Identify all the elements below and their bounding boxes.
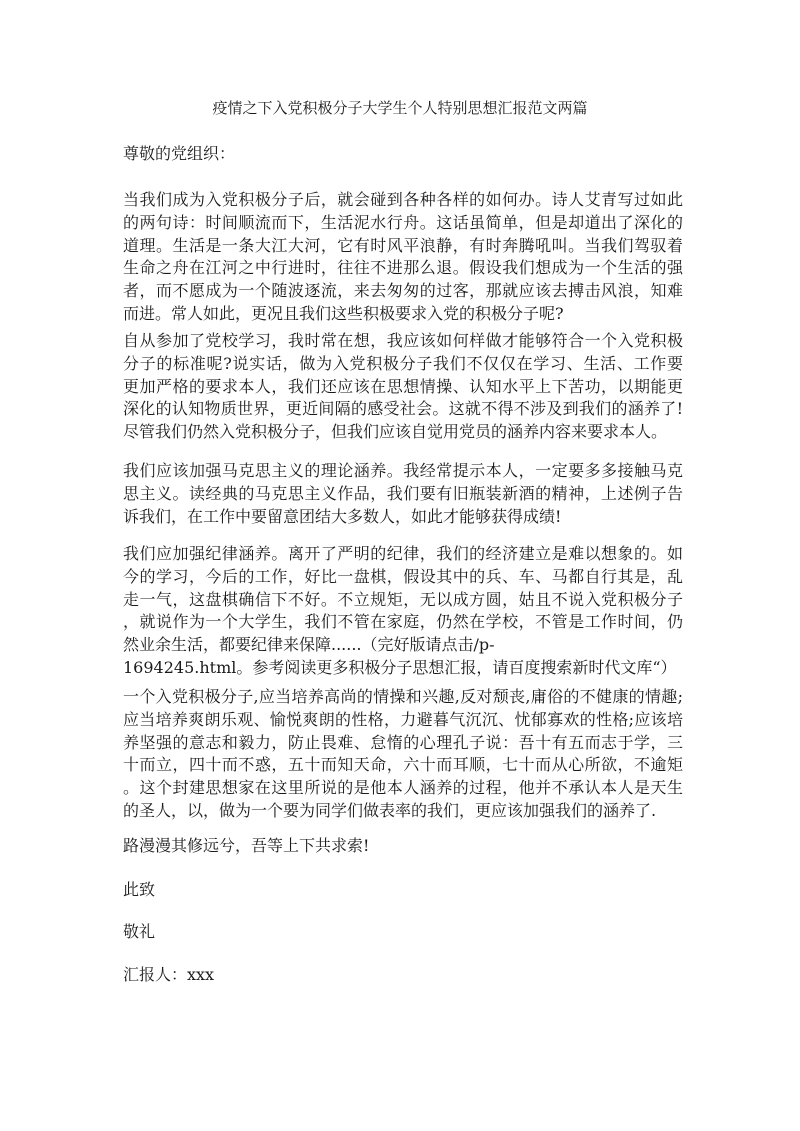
paragraph-line: 深化的认知物质世界，更近间隔的感受社会。这就不得不涉及到我们的涵养了!	[123, 399, 683, 419]
sign-off-1	[123, 879, 683, 902]
sign-off-2-text: 敬礼	[123, 922, 156, 941]
paragraph-line: 。这个封建思想家在这里所说的是他本人涵养的过程，他并不承认本人是天生	[123, 778, 683, 798]
paragraph-5	[123, 686, 683, 823]
paragraph-line: 诉我们，在工作中要留意团结大多数人，如此才能够获得成绩!	[123, 506, 562, 526]
sign-off-1-text: 此致	[123, 880, 156, 899]
paragraph-line: 一个入党积极分子,应当培养高尚的情操和兴趣,反对颓丧,庸俗的不健康的情趣;	[123, 687, 683, 706]
paragraph-line: ，就说作为一个大学生，我们不管在家庭，仍然在学校，不管是工作时间，仍	[123, 612, 683, 632]
paragraph-3	[123, 460, 683, 528]
paragraph-line: 十而立，四十而不惑，五十而知天命，六十而耳顺，七十而从心所欲，不逾矩	[123, 755, 683, 775]
paragraph-line: 1694245.html。参考阅读更多积极分子思想汇报，请百度搜索新时代文库“）	[123, 657, 677, 677]
paragraph-line: 分子的标准呢?说实话，做为入党积极分子我们不仅仅在学习、生活、工作要	[123, 353, 683, 373]
paragraph-line: 思主义。读经典的马克思主义作品，我们要有旧瓶装新酒的精神，上述例子告	[123, 483, 683, 503]
sign-off-2	[123, 921, 683, 944]
paragraph-line: 生命之舟在江河之中行进时，往往不进那么退。假设我们想成为一个生活的强	[123, 258, 683, 278]
paragraph-line: 养坚强的意志和毅力，防止畏难、怠惰的心理孔子说：吾十有五而志于学，三	[123, 732, 683, 752]
paragraph-2	[123, 330, 683, 444]
paragraph-line: 我们应加强纪律涵养。离开了严明的纪律，我们的经济建立是难以想象的。如	[123, 544, 683, 563]
paragraph-line: 尽管我们仍然入党积极分子，但我们应该自觉用党员的涵养内容来要求本人。	[123, 422, 668, 442]
document-title: 疫情之下入党积极分子大学生个人特别思想汇报范文两篇	[212, 99, 588, 117]
paragraph-1	[123, 189, 683, 326]
paragraph-line: 的两句诗：时间顺流而下，生活泥水行舟。这话虽简单，但是却道出了深化的	[123, 212, 683, 232]
paragraph-line: 而进。常人如此，更况且我们这些积极要求入党的积极分子呢?	[123, 303, 564, 323]
paragraph-line: 走一气，这盘棋确信下不好。不立规矩，无以成方圆，姑且不说入党积极分子	[123, 589, 683, 609]
reporter-signature	[123, 964, 683, 987]
paragraph-line: 当我们成为入党积极分子后，就会碰到各种各样的如何办。诗人艾青写过如此	[123, 190, 683, 209]
paragraph-line: 自从参加了党校学习，我时常在想，我应该如何样做才能够符合一个入党积极	[123, 331, 683, 350]
paragraph-line: 然业余生活，都要纪律来保障......（完好版请点击/p-	[123, 635, 495, 655]
salutation-text: 尊敬的党组织：	[123, 144, 236, 163]
paragraph-line: 道理。生活是一条大江大河，它有时风平浪静，有时奔腾吼叫。当我们驾驭着	[123, 235, 683, 255]
closing-line-text: 路漫漫其修远兮，吾等上下共求索!	[123, 836, 370, 855]
paragraph-line: 更加严格的要求本人，我们还应该在思想情操、认知水平上下苦功，以期能更	[123, 376, 683, 396]
salutation	[123, 143, 683, 166]
paragraph-line: 应当培养爽朗乐观、愉悦爽朗的性格，力避暮气沉沉、忧郁寡欢的性格;应该培	[123, 709, 683, 729]
closing-line	[123, 835, 683, 858]
paragraph-line: 的圣人，以，做为一个要为同学们做表率的我们，更应该加强我们的涵养了.	[123, 800, 657, 820]
paragraph-4	[123, 543, 683, 680]
paragraph-line: 者，而不愿成为一个随波逐流，来去匆匆的过客，那就应该去搏击风浪，知难	[123, 281, 683, 301]
paragraph-line: 今的学习，今后的工作，好比一盘棋，假设其中的兵、车、马都自行其是，乱	[123, 566, 683, 586]
paragraph-line: 我们应该加强马克思主义的理论涵养。我经常提示本人，一定要多多接触马克	[123, 461, 683, 480]
reporter-text: 汇报人：xxx	[123, 965, 215, 984]
